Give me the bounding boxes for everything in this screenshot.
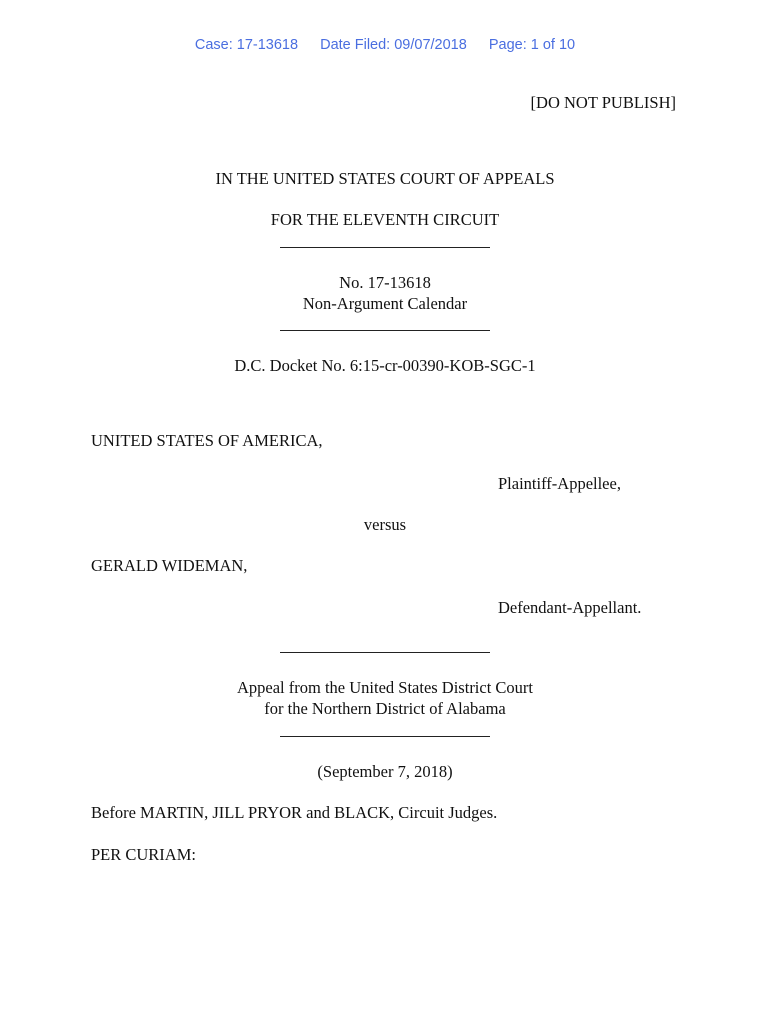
circuit-name: FOR THE ELEVENTH CIRCUIT [270,210,500,229]
plaintiff-role: Plaintiff-Appellee, [498,474,621,493]
divider [280,247,490,248]
case-number-stamp: Case: 17-13618 [194,37,299,53]
defendant-role: Defendant-Appellant. [498,598,642,617]
filing-stamp [0,37,770,53]
judges-panel: Before MARTIN, JILL PRYOR and BLACK, Circuit Judges. [91,803,498,822]
page-number-stamp: Page: 1 of 10 [488,37,576,53]
versus-text: versus [363,515,407,534]
court-name: IN THE UNITED STATES COURT OF APPEALS [215,169,555,188]
per-curiam-heading: PER CURIAM: [91,845,196,864]
appeal-origin-line1: Appeal from the United States District Court [236,678,534,697]
date-filed-stamp: Date Filed: 09/07/2018 [320,37,467,53]
decision-date: (September 7, 2018) [317,762,453,781]
appeal-origin-line2: for the Northern District of Alabama [264,699,506,718]
calendar-type: Non-Argument Calendar [302,294,468,313]
case-number: No. 17-13618 [339,273,431,292]
divider [280,736,490,737]
defendant-name: GERALD WIDEMAN, [91,556,248,575]
publish-note: [DO NOT PUBLISH] [530,93,676,112]
divider [280,652,490,653]
docket-number: D.C. Docket No. 6:15-cr-00390-KOB-SGC-1 [234,356,536,375]
divider [280,330,490,331]
plaintiff-name: UNITED STATES OF AMERICA, [91,431,323,450]
